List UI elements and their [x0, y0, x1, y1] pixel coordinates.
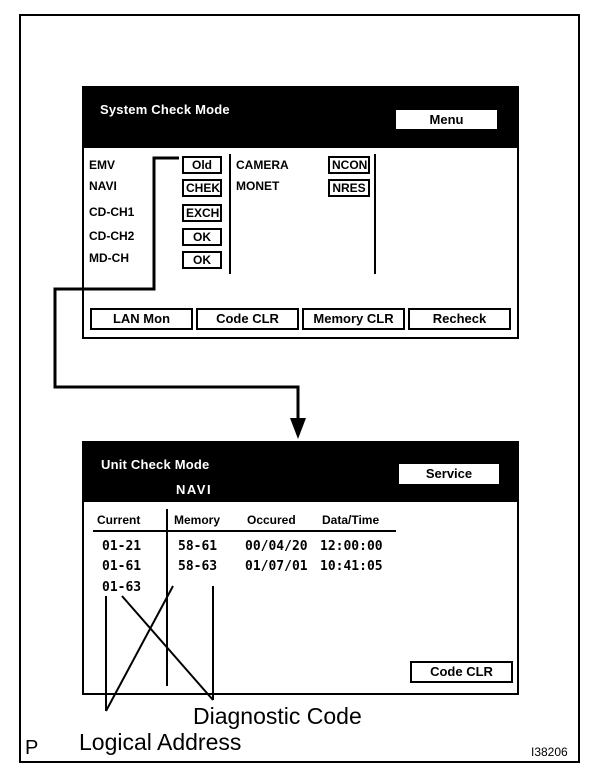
unit-label-emv: EMV [89, 158, 116, 172]
code-clr-button[interactable]: Code CLR [410, 661, 513, 683]
current-code: 01-63 [102, 580, 142, 595]
occured-date: 00/04/20 [245, 539, 308, 554]
navi-connector-line [55, 158, 298, 420]
unit-check-title: Unit Check Mode [101, 457, 210, 472]
status-camera[interactable]: NCON [328, 156, 370, 174]
arrow-head-icon [290, 418, 306, 439]
code-clr-button[interactable]: Code CLR [196, 308, 299, 330]
unit-label-md-ch: MD-CH [89, 251, 129, 265]
system-check-title: System Check Mode [100, 102, 230, 117]
status-navi[interactable]: CHEK [182, 179, 222, 197]
unit-label-camera: CAMERA [236, 158, 289, 172]
memory-code: 58-63 [178, 559, 218, 574]
column-header-memory: Memory [174, 513, 221, 527]
unit-label-cd-ch2: CD-CH2 [89, 229, 135, 243]
menu-button[interactable]: Menu [395, 109, 498, 130]
occured-date: 01/07/01 [245, 559, 308, 574]
corner-label: P [25, 737, 39, 759]
record-time: 10:41:05 [320, 559, 383, 574]
lan-mon-button[interactable]: LAN Mon [90, 308, 193, 330]
memory-code: 58-61 [178, 539, 218, 554]
unit-label-monet: MONET [236, 179, 280, 193]
unit-name: NAVI [176, 482, 213, 497]
service-button[interactable]: Service [398, 463, 500, 485]
recheck-button[interactable]: Recheck [408, 308, 511, 330]
current-code: 01-61 [102, 559, 142, 574]
memory-clr-button[interactable]: Memory CLR [302, 308, 405, 330]
status-cd-ch2[interactable]: OK [182, 228, 222, 246]
current-code: 01-21 [102, 539, 142, 554]
unit-label-navi: NAVI [89, 179, 117, 193]
status-emv[interactable]: Old [182, 156, 222, 174]
record-time: 12:00:00 [320, 539, 383, 554]
status-monet[interactable]: NRES [328, 179, 370, 197]
logical-address-callout: Logical Address [79, 729, 242, 755]
status-cd-ch1[interactable]: EXCH [182, 204, 222, 222]
figure-id: I38206 [531, 745, 568, 759]
diagnostic-code-leader [122, 596, 213, 700]
unit-label-cd-ch1: CD-CH1 [89, 205, 135, 219]
status-md-ch[interactable]: OK [182, 251, 222, 269]
diagnostic-code-callout: Diagnostic Code [193, 703, 362, 729]
logical-address-leader [106, 586, 173, 711]
column-header-current: Current [97, 513, 141, 527]
column-header-occured: Occured [247, 513, 296, 527]
column-header-datetime: Data/Time [322, 513, 380, 527]
